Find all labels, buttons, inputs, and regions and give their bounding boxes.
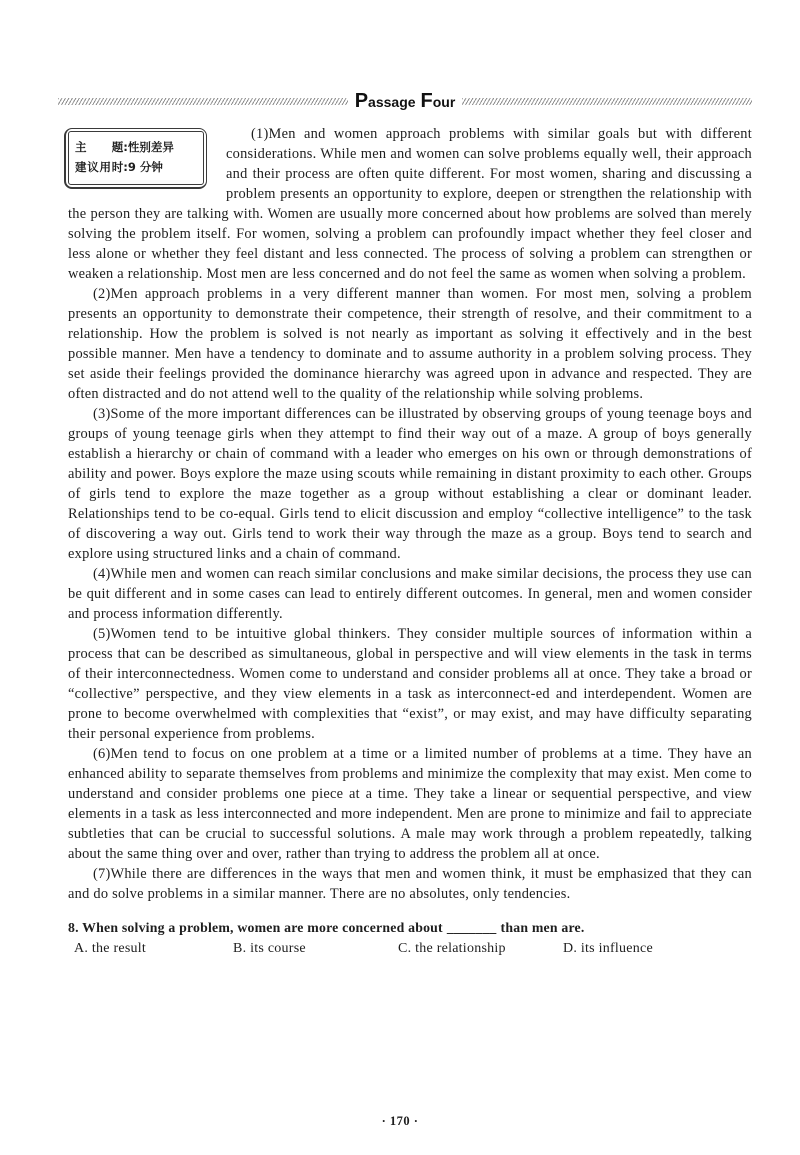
topic-value-time: :9 分钟 xyxy=(123,160,163,174)
topic-row-time xyxy=(75,157,197,177)
question-options xyxy=(68,939,752,959)
paragraph-7: (7)While there are differences in the ways that men and women think, it must be emphasized that they can and do solve problems in a similar manner. There are no absolutes, only tendencies. xyxy=(68,866,752,902)
header-hatch-left xyxy=(58,98,348,105)
option-b: B. its course xyxy=(233,941,306,956)
topic-box xyxy=(64,128,207,189)
question-blank: _______ xyxy=(446,920,497,935)
option-d: D. its influence xyxy=(563,941,653,956)
paragraph-3: (3)Some of the more important differences can be illustrated by observing groups of young teenage boys and groups of young teenage girls when they attempt to find their way out of a maze. A group of boys generally establish a hierarchy or chain of command with a leader who emerges on his own or through demonstrations of ability and power. Boys explore the maze using scouts while remaining in distant proximity to each other. Groups of girls tend to explore the maze together as a group without establishing a clear or dominant leader. Relationships tend to be co-equal. Girls tend to elicit discussion and employ “collective intelligence” to the task of discovering a way out. Girls tend to work their way through the maze as a group. Boys tend to search and explore using structured links and a chain of command. xyxy=(68,406,752,562)
paragraph-2: (2)Men approach problems in a very different manner than women. For most men, solving a problem presents an opportunity to demonstrate their competence, their strength of resolve, and their commitment to a relationship. How the problem is solved is not nearly as important as solving it effectively and in the best possible manner. Men have a tendency to dominate and to assume authority in a problem solving process. They set aside their feelings provided the dominance hierarchy was agreed upon in advance and respected. They are often distracted and do not attend well to the quality of the relationship while solving problems. xyxy=(68,286,752,402)
option-a: A. the result xyxy=(74,941,147,956)
question-stem-text: 8. When solving a problem, women are more concerned about xyxy=(68,920,443,935)
option-c: C. the relationship xyxy=(398,941,506,956)
topic-value-theme: :性别差异 xyxy=(123,140,174,154)
topic-label-time: 建议用时 xyxy=(75,160,124,174)
passage-header xyxy=(58,88,752,114)
topic-label-theme: 主题 xyxy=(75,140,124,154)
question-stem xyxy=(68,918,752,938)
passage-title-word-2: Four xyxy=(420,89,456,112)
paragraph-6: (6)Men tend to focus on one problem at a time or a limited number of problems at a time. They have an enhanced ability to separate themselves from problems and minimize the complexity that may exist. Men come to understand and consider problems one piece at a time. They take a linear or sequential perspective, and view elements in a task as less interconnected and more independent. Men are prone to minimize and fail to appreciate subtleties that can be crucial to successful solutions. A male may work through a problem repeatedly, talking about the same thing over and over, rather than trying to address the problem all at once. xyxy=(68,746,752,862)
question-8 xyxy=(68,918,752,959)
topic-box-inner xyxy=(68,131,204,185)
paragraph-4: (4)While men and women can reach similar conclusions and make similar decisions, the process they use can be quit different and in some cases can lead to entirely different outcomes. In general, men and women consider and process information differently. xyxy=(68,566,752,622)
paragraph-1: (1)Men and women approach problems with similar goals but with different considerations. While men and women can solve problems equally well, their approach and their process are often quite different. For most women, sharing and discussing a problem presents an opportunity to explore, deepen or strengthen the relationship with the person they are talking with. Women are usually more concerned about how problems are solved than merely solving the problem itself. For women, solving a problem can profoundly impact whether they feel closer and less alone or whether they feel distant and less connected. The process of solving a problem can strengthen or weaken a relationship. Most men are less concerned and do not feel the same as women when solving a problem. xyxy=(68,126,752,282)
topic-row-theme xyxy=(75,137,197,157)
paragraph-5: (5)Women tend to be intuitive global thinkers. They consider multiple sources of information within a process that can be described as simultaneous, global in perspective and will view elements in the task in terms of their interconnectedness. Women come to understand and consider problems all at once. They take a broad or “collective” perspective, and they view elements in a task as interconnect-ed and interdependent. Women are prone to become overwhelmed with complexities that “exist”, or may exist, and may have difficulty separating their personal experience from problems. xyxy=(68,626,752,742)
page-number: · 170 · xyxy=(381,1114,419,1128)
passage-body xyxy=(68,124,752,959)
question-stem-end: than men are. xyxy=(500,920,585,935)
header-hatch-right xyxy=(462,98,752,105)
passage-title-word-1: Passage xyxy=(354,89,416,112)
passage-title xyxy=(355,88,456,115)
